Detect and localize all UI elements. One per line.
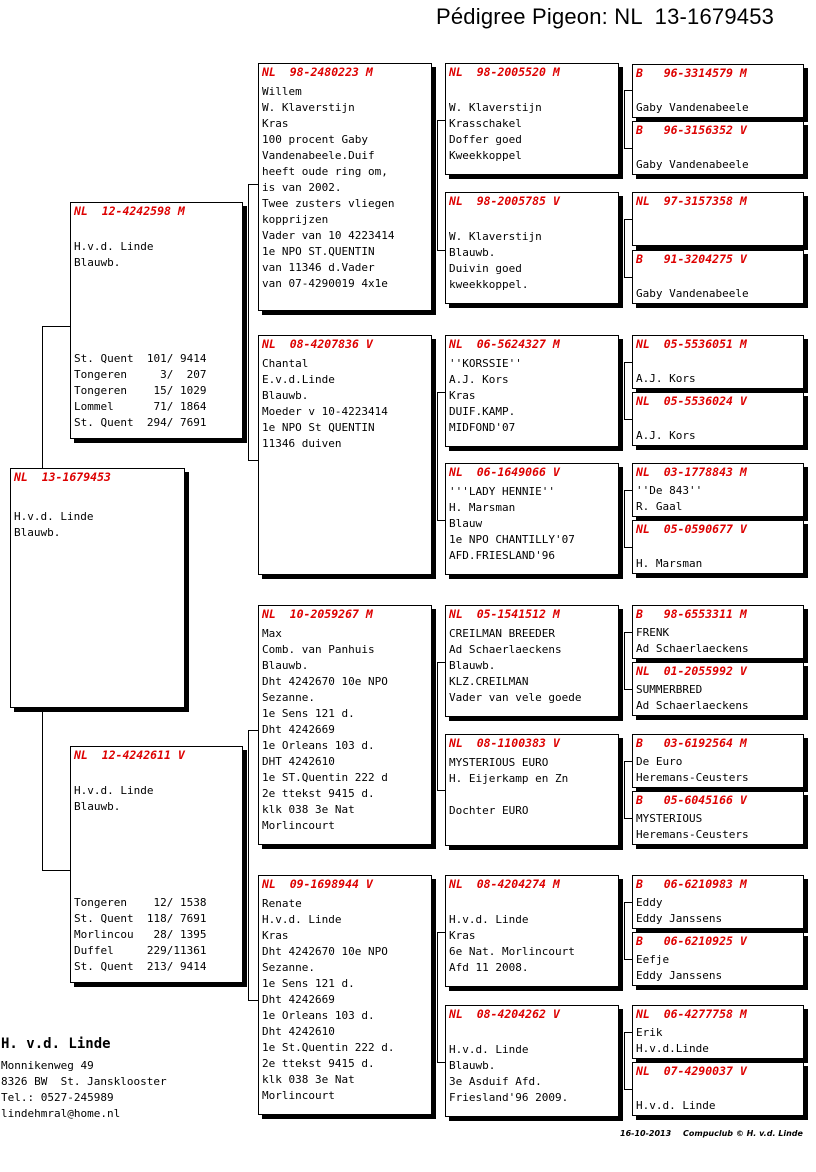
connector-line <box>248 184 249 461</box>
connector-line <box>624 219 632 220</box>
breeder-email: lindehmral@home.nl <box>1 1107 121 1120</box>
bird-info-line: St. Quent 213/ 9414 <box>74 960 207 973</box>
pedigree-box-dds <box>445 875 619 987</box>
ring-number: NL 06-1649066 V <box>449 465 560 479</box>
ring-number: NL 08-1100383 V <box>449 736 560 750</box>
bird-info-line: MYSTERIOUS EURO <box>449 756 549 769</box>
pedigree-box-ssdd <box>632 250 804 304</box>
bird-info-line: 1e NPO CHANTILLY'07 <box>449 533 575 546</box>
ring-number: B 06-6210925 V <box>636 934 747 948</box>
bird-info-line: 2e ttekst 9415 d. <box>262 1057 375 1070</box>
connector-line <box>624 902 625 960</box>
ring-number: NL 12-4242611 V <box>74 748 185 762</box>
bird-info-line: DHT 4242610 <box>262 755 335 768</box>
bird-info-line: Comb. van Panhuis <box>262 643 375 656</box>
connector-line <box>624 632 632 633</box>
bird-info-line: 3e Asduif Afd. <box>449 1075 542 1088</box>
bird-info-line: kweekkoppel. <box>449 278 529 291</box>
bird-info-line: 1e Orleans 103 d. <box>262 739 375 752</box>
bird-info-line: Vader van 10 4223414 <box>262 229 395 242</box>
bird-info-line: SUMMERBRED <box>636 683 703 696</box>
bird-info-line: Ad Schaerlaeckens <box>636 699 749 712</box>
connector-line <box>624 959 632 960</box>
pedigree-box-ddss <box>632 875 804 929</box>
bird-info-line: van 11346 d.Vader <box>262 261 375 274</box>
ring-number: NL 05-1541512 M <box>449 607 560 621</box>
bird-info-line: klk 038 3e Nat <box>262 1073 355 1086</box>
pedigree-box-dsdd <box>632 791 804 845</box>
ring-number: B 96-3156352 V <box>636 123 747 137</box>
bird-info-line: klk 038 3e Nat <box>262 803 355 816</box>
pedigree-box-ddsd <box>632 932 804 986</box>
connector-line <box>437 932 445 933</box>
bird-info-line: 1e St.Quentin 222 d. <box>262 1041 395 1054</box>
connector-line <box>437 1062 445 1063</box>
bird-info-line: Duffel 229/11361 <box>74 944 207 957</box>
bird-info-line: Kweekkoppel <box>449 149 522 162</box>
pedigree-box-dam <box>70 746 243 983</box>
bird-info-line: FRENK <box>636 626 670 639</box>
pedigree-box-ssss <box>632 64 804 118</box>
pedigree-box-sire <box>70 202 243 439</box>
ring-number: NL 97-3157358 M <box>636 194 747 208</box>
bird-info-line: Willem <box>262 85 302 98</box>
pedigree-box-sdss <box>632 335 804 389</box>
ring-number: B 05-6045166 V <box>636 793 747 807</box>
connector-line <box>624 362 632 363</box>
connector-line <box>437 662 438 791</box>
ring-number: NL 08-4207836 V <box>262 337 373 351</box>
bird-info-line: H.v.d.Linde <box>636 1042 709 1055</box>
bird-info-line: Krasschakel <box>449 117 522 130</box>
connector-line <box>248 1000 258 1001</box>
ring-number: NL 98-2480223 M <box>262 65 373 79</box>
bird-info-line: 1e Sens 121 d. <box>262 707 355 720</box>
bird-info-line: Dht 4242670 10e NPO <box>262 675 388 688</box>
bird-info-line: Twee zusters vliegen <box>262 197 395 210</box>
ring-number: NL 06-5624327 M <box>449 337 560 351</box>
bird-info-line: Tongeren 15/ 1029 <box>74 384 207 397</box>
bird-info-line: Morlincourt <box>262 1089 335 1102</box>
pedigree-box-sdds <box>632 463 804 517</box>
connector-line <box>624 277 632 278</box>
bird-info-line: Blauwb. <box>262 389 309 402</box>
ring-number: NL 05-5536051 M <box>636 337 747 351</box>
pedigree-box-dsss <box>632 605 804 659</box>
bird-info-line: H. Marsman <box>636 557 703 570</box>
ring-number: NL 98-2005520 M <box>449 65 560 79</box>
bird-info-line: H.v.d. Linde <box>14 510 94 523</box>
breeder-phone: Tel.: 0527-245989 <box>1 1091 114 1104</box>
connector-line <box>624 632 625 690</box>
bird-info-line: Tongeren 12/ 1538 <box>74 896 207 909</box>
connector-line <box>437 120 438 251</box>
ring-number: NL 06-4277758 M <box>636 1007 747 1021</box>
bird-info-line: ''KORSSIE'' <box>449 357 522 370</box>
ring-number: NL 01-2055992 V <box>636 664 747 678</box>
bird-info-line: Eddy Janssens <box>636 969 723 982</box>
bird-info-line: Morlincourt <box>262 819 335 832</box>
connector-line <box>624 1032 625 1090</box>
bird-info-line: Tongeren 3/ 207 <box>74 368 207 381</box>
bird-info-line: W. Klaverstijn <box>449 101 542 114</box>
bird-info-line: 100 procent Gaby <box>262 133 368 146</box>
bird-info-line: H. Eijerkamp en Zn <box>449 772 569 785</box>
bird-info-line: Morlincou 28/ 1395 <box>74 928 207 941</box>
bird-info-line: Renate <box>262 897 302 910</box>
bird-info-line: 1e Sens 121 d. <box>262 977 355 990</box>
bird-info-line: St. Quent 118/ 7691 <box>74 912 207 925</box>
bird-info-line: 1e NPO St QUENTIN <box>262 421 375 434</box>
pedigree-box-dsd <box>445 734 619 846</box>
breeder-name: H. v.d. Linde <box>1 1036 111 1052</box>
bird-info-line: Dht 4242669 <box>262 993 335 1006</box>
bird-info-line: Moeder v 10-4223414 <box>262 405 388 418</box>
ring-number: NL 03-1778843 M <box>636 465 747 479</box>
breeder-address: Monnikenweg 49 <box>1 1059 94 1072</box>
bird-info-line: 6e Nat. Morlincourt <box>449 945 575 958</box>
pedigree-box-ddd <box>445 1005 619 1117</box>
pedigree-box-sd <box>258 335 432 575</box>
bird-info-line: MIDFOND'07 <box>449 421 516 434</box>
bird-info-line: H.v.d. Linde <box>449 1043 529 1056</box>
bird-info-line: Blauwb. <box>262 659 309 672</box>
connector-line <box>437 392 445 393</box>
pedigree-box-ssds <box>632 192 804 246</box>
pedigree-box-ssd <box>445 192 619 304</box>
connector-line <box>624 90 625 149</box>
ring-number: B 98-6553311 M <box>636 607 747 621</box>
bird-info-line: E.v.d.Linde <box>262 373 335 386</box>
connector-line <box>624 902 632 903</box>
bird-info-line: Gaby Vandenabeele <box>636 101 749 114</box>
bird-info-line: H.v.d. Linde <box>74 784 154 797</box>
ring-number: NL 98-2005785 V <box>449 194 560 208</box>
bird-info-line: Heremans-Ceusters <box>636 771 749 784</box>
connector-line <box>248 730 258 731</box>
bird-info-line: A.J. Kors <box>636 429 696 442</box>
connector-line <box>624 219 625 278</box>
ring-number: B 96-3314579 M <box>636 66 747 80</box>
bird-info-line: H.v.d. Linde <box>636 1099 716 1112</box>
print-date: 16-10-2013 <box>620 1129 672 1138</box>
connector-line <box>624 419 632 420</box>
connector-line <box>437 790 445 791</box>
bird-info-line: H.v.d. Linde <box>262 913 342 926</box>
bird-info-line: Dht 4242610 <box>262 1025 335 1038</box>
bird-info-line: Sezanne. <box>262 691 315 704</box>
connector-line <box>624 761 632 762</box>
bird-info-line: Heremans-Ceusters <box>636 828 749 841</box>
connector-line <box>437 932 438 1063</box>
pedigree-box-subject <box>10 468 185 708</box>
bird-info-line: Ad Schaerlaeckens <box>636 642 749 655</box>
connector-line <box>624 1089 632 1090</box>
bird-info-line: Max <box>262 627 282 640</box>
bird-info-line: A.J. Kors <box>449 373 509 386</box>
bird-info-line: Blauwb. <box>14 526 61 539</box>
bird-info-line: kopprijzen <box>262 213 329 226</box>
bird-info-line: 2e ttekst 9415 d. <box>262 787 375 800</box>
connector-line <box>437 662 445 663</box>
bird-info-line: A.J. Kors <box>636 372 696 385</box>
pedigree-box-dss <box>445 605 619 717</box>
bird-info-line: Erik <box>636 1026 663 1039</box>
connector-line <box>624 547 632 548</box>
connector-line <box>624 490 625 548</box>
connector-line <box>624 148 632 149</box>
ring-number: NL 08-4204274 M <box>449 877 560 891</box>
connector-line <box>248 730 249 1001</box>
bird-info-line: Eefje <box>636 953 670 966</box>
ring-number: NL 08-4204262 V <box>449 1007 560 1021</box>
bird-info-line: Afd 11 2008. <box>449 961 529 974</box>
bird-info-line: Blauwb. <box>449 1059 496 1072</box>
connector-line <box>624 689 632 690</box>
pedigree-box-dddd <box>632 1062 804 1116</box>
bird-info-line: Lommel 71/ 1864 <box>74 400 207 413</box>
ring-number: B 06-6210983 M <box>636 877 747 891</box>
ring-number: NL 13-1679453 <box>14 470 111 484</box>
bird-info-line: Doffer goed <box>449 133 522 146</box>
connector-line <box>437 250 445 251</box>
connector-line <box>624 818 632 819</box>
breeder-city: 8326 BW St. Jansklooster <box>1 1075 167 1088</box>
bird-info-line: H.v.d. Linde <box>74 240 154 253</box>
pedigree-box-sssd <box>632 121 804 175</box>
bird-info-line: Sezanne. <box>262 961 315 974</box>
bird-info-line: Kras <box>449 389 476 402</box>
connector-line <box>437 120 445 121</box>
bird-info-line: H. Marsman <box>449 501 516 514</box>
connector-line <box>624 490 632 491</box>
bird-info-line: MYSTERIOUS <box>636 812 703 825</box>
bird-info-line: Dht 4242670 10e NPO <box>262 945 388 958</box>
bird-info-line: Eddy Janssens <box>636 912 723 925</box>
pedigree-box-dssd <box>632 662 804 716</box>
ring-number: NL 10-2059267 M <box>262 607 373 621</box>
bird-info-line: Kras <box>262 929 289 942</box>
bird-info-line: De Euro <box>636 755 683 768</box>
ring-number: NL 07-4290037 V <box>636 1064 747 1078</box>
pedigree-box-sdsd <box>632 392 804 446</box>
bird-info-line: van 07-4290019 4x1e <box>262 277 388 290</box>
pedigree-box-dsds <box>632 734 804 788</box>
bird-info-line: Chantal <box>262 357 309 370</box>
bird-info-line: W. Klaverstijn <box>449 230 542 243</box>
bird-info-line: ''De 843'' <box>636 484 703 497</box>
bird-info-line: heeft oude ring om, <box>262 165 388 178</box>
bird-info-line: Duivin goed <box>449 262 522 275</box>
connector-line <box>437 392 438 521</box>
connector-line <box>624 761 625 819</box>
connector-line <box>437 520 445 521</box>
bird-info-line: Gaby Vandenabeele <box>636 158 749 171</box>
bird-info-line: Blauwb. <box>449 659 496 672</box>
bird-info-line: Dochter EURO <box>449 804 529 817</box>
pedigree-box-ds <box>258 605 432 845</box>
ring-number: B 03-6192564 M <box>636 736 747 750</box>
bird-info-line: Blauwb. <box>74 256 121 269</box>
bird-info-line: Blauw <box>449 517 483 530</box>
bird-info-line: Vandenabeele.Duif <box>262 149 375 162</box>
bird-info-line: '''LADY HENNIE'' <box>449 485 555 498</box>
bird-info-line: Kras <box>449 929 476 942</box>
bird-info-line: St. Quent 294/ 7691 <box>74 416 207 429</box>
bird-info-line: DUIF.KAMP. <box>449 405 516 418</box>
bird-info-line: R. Gaal <box>636 500 683 513</box>
connector-line <box>42 326 70 327</box>
bird-info-line: 11346 duiven <box>262 437 342 450</box>
pedigree-box-ddds <box>632 1005 804 1059</box>
ring-number: NL 09-1698944 V <box>262 877 373 891</box>
bird-info-line: H.v.d. Linde <box>449 913 529 926</box>
bird-info-line: W. Klaverstijn <box>262 101 355 114</box>
pedigree-box-ss <box>258 63 432 311</box>
bird-info-line: Blauwb. <box>449 246 496 259</box>
connector-line <box>624 1032 632 1033</box>
connector-line <box>248 460 258 461</box>
ring-number: NL 12-4242598 M <box>74 204 185 218</box>
bird-info-line: 1e NPO ST.QUENTIN <box>262 245 375 258</box>
pedigree-box-dd <box>258 875 432 1115</box>
bird-info-line: CREILMAN BREEDER <box>449 627 555 640</box>
software-credit: Compuclub © H. v.d. Linde <box>683 1129 803 1138</box>
bird-info-line: AFD.FRIESLAND'96 <box>449 549 555 562</box>
bird-info-line: Eddy <box>636 896 663 909</box>
bird-info-line: 1e ST.Quentin 222 d <box>262 771 388 784</box>
bird-info-line: 1e Orleans 103 d. <box>262 1009 375 1022</box>
bird-info-line: KLZ.CREILMAN <box>449 675 529 688</box>
bird-info-line: Gaby Vandenabeele <box>636 287 749 300</box>
ring-number: B 91-3204275 V <box>636 252 747 266</box>
ring-number: NL 05-5536024 V <box>636 394 747 408</box>
pedigree-box-sddd <box>632 520 804 574</box>
bird-info-line: Ad Schaerlaeckens <box>449 643 562 656</box>
bird-info-line: Dht 4242669 <box>262 723 335 736</box>
pedigree-box-sdd <box>445 463 619 575</box>
pedigree-box-sds <box>445 335 619 447</box>
bird-info-line: Vader van vele goede <box>449 691 582 704</box>
page-title: Pédigree Pigeon: NL 13-1679453 <box>436 4 775 29</box>
ring-number: NL 05-0590677 V <box>636 522 747 536</box>
pedigree-box-sss <box>445 63 619 175</box>
connector-line <box>42 870 70 871</box>
connector-line <box>624 362 625 420</box>
connector-line <box>624 90 632 91</box>
bird-info-line: Blauwb. <box>74 800 121 813</box>
bird-info-line: Friesland'96 2009. <box>449 1091 569 1104</box>
bird-info-line: Kras <box>262 117 289 130</box>
bird-info-line: St. Quent 101/ 9414 <box>74 352 207 365</box>
bird-info-line: is van 2002. <box>262 181 342 194</box>
connector-line <box>248 184 258 185</box>
